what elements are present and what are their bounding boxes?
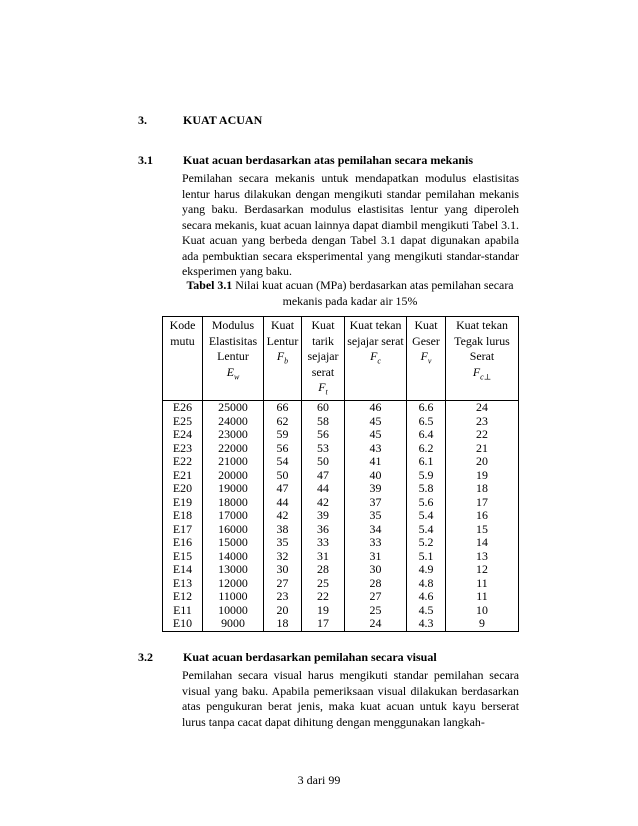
table-row bbox=[163, 604, 519, 618]
table-cell: 27 bbox=[345, 590, 407, 604]
table-cell: 10000 bbox=[203, 604, 264, 618]
table-cell: 5.1 bbox=[407, 550, 446, 564]
table-cell: 24 bbox=[446, 401, 519, 415]
table-cell: 27 bbox=[264, 577, 302, 591]
table-cell: 4.3 bbox=[407, 617, 446, 631]
table-row bbox=[163, 428, 519, 442]
table-cell: 21 bbox=[446, 442, 519, 456]
table-cell: 19 bbox=[302, 604, 345, 618]
table-cell: 53 bbox=[302, 442, 345, 456]
table-cell: 5.2 bbox=[407, 536, 446, 550]
table-row bbox=[163, 509, 519, 523]
column-symbol: $F_v$ bbox=[420, 349, 432, 366]
table-cell: 14 bbox=[446, 536, 519, 550]
table-cell: 43 bbox=[345, 442, 407, 456]
table-cell: 38 bbox=[264, 523, 302, 537]
column-header: Modulus Elastisitas Lentur $E_w$ bbox=[203, 317, 264, 401]
table-cell: 39 bbox=[302, 509, 345, 523]
table-row bbox=[163, 442, 519, 456]
table-cell: E20 bbox=[163, 482, 203, 496]
table-cell: 23000 bbox=[203, 428, 264, 442]
table-cell: 6.4 bbox=[407, 428, 446, 442]
table-cell: 33 bbox=[302, 536, 345, 550]
column-header: Kuat Geser $F_v$ bbox=[407, 317, 446, 401]
table-row bbox=[163, 401, 519, 415]
table-cell: E11 bbox=[163, 604, 203, 618]
column-header: Kuat tekan sejajar serat $F_c$ bbox=[345, 317, 407, 401]
table-row bbox=[163, 469, 519, 483]
table-cell: 5.9 bbox=[407, 469, 446, 483]
table-cell: 4.6 bbox=[407, 590, 446, 604]
table-row bbox=[163, 550, 519, 564]
table-cell: 42 bbox=[264, 509, 302, 523]
table-cell: 11 bbox=[446, 577, 519, 591]
table-body bbox=[163, 401, 519, 632]
section-3-2-title: Kuat acuan berdasarkan pemilahan secara visual bbox=[183, 650, 437, 664]
section-3-1-title: Kuat acuan berdasarkan atas pemilahan secara mekanis bbox=[183, 153, 474, 167]
table-cell: 31 bbox=[345, 550, 407, 564]
table-cell: 34 bbox=[345, 523, 407, 537]
table-cell: 5.8 bbox=[407, 482, 446, 496]
table-cell: 39 bbox=[345, 482, 407, 496]
table-cell: 45 bbox=[345, 428, 407, 442]
table-cell: 66 bbox=[264, 401, 302, 415]
table-cell: 58 bbox=[302, 415, 345, 429]
table-cell: E13 bbox=[163, 577, 203, 591]
table-cell: 32 bbox=[264, 550, 302, 564]
table-cell: 16000 bbox=[203, 523, 264, 537]
table-cell: 4.8 bbox=[407, 577, 446, 591]
table-row bbox=[163, 536, 519, 550]
table-cell: 5.4 bbox=[407, 523, 446, 537]
table-row bbox=[163, 523, 519, 537]
table-row bbox=[163, 496, 519, 510]
table-cell: 47 bbox=[302, 469, 345, 483]
table-cell: 4.9 bbox=[407, 563, 446, 577]
table-cell: 10 bbox=[446, 604, 519, 618]
table-cell: 18 bbox=[264, 617, 302, 631]
table-cell: 9 bbox=[446, 617, 519, 631]
table-cell: 19 bbox=[446, 469, 519, 483]
table-cell: 22 bbox=[302, 590, 345, 604]
table-cell: 25 bbox=[302, 577, 345, 591]
table-cell: 19000 bbox=[203, 482, 264, 496]
table-cell: 11000 bbox=[203, 590, 264, 604]
table-cell: 37 bbox=[345, 496, 407, 510]
table-row bbox=[163, 482, 519, 496]
table-cell: 23 bbox=[264, 590, 302, 604]
column-header: Kuat Lentur $F_b$ bbox=[264, 317, 302, 401]
table-cell: E17 bbox=[163, 523, 203, 537]
table-cell: 41 bbox=[345, 455, 407, 469]
table-row bbox=[163, 590, 519, 604]
table-cell: 45 bbox=[345, 415, 407, 429]
table-cell: E23 bbox=[163, 442, 203, 456]
table-cell: 60 bbox=[302, 401, 345, 415]
table-cell: 36 bbox=[302, 523, 345, 537]
table-cell: 15 bbox=[446, 523, 519, 537]
table-cell: E15 bbox=[163, 550, 203, 564]
table-cell: 13000 bbox=[203, 563, 264, 577]
table-cell: 11 bbox=[446, 590, 519, 604]
column-symbol: $F_c$ bbox=[370, 349, 381, 366]
table-cell: E19 bbox=[163, 496, 203, 510]
table-cell: E26 bbox=[163, 401, 203, 415]
section-3-number: 3. bbox=[138, 113, 147, 127]
table-cell: E24 bbox=[163, 428, 203, 442]
table-cell: 42 bbox=[302, 496, 345, 510]
table-cell: E14 bbox=[163, 563, 203, 577]
table-cell: 25000 bbox=[203, 401, 264, 415]
table-cell: 28 bbox=[302, 563, 345, 577]
table-cell: 25 bbox=[345, 604, 407, 618]
table-cell: 16 bbox=[446, 509, 519, 523]
table-cell: 54 bbox=[264, 455, 302, 469]
table-cell: 12 bbox=[446, 563, 519, 577]
table-cell: 44 bbox=[264, 496, 302, 510]
table-cell: E22 bbox=[163, 455, 203, 469]
table-cell: 12000 bbox=[203, 577, 264, 591]
table-header bbox=[163, 317, 519, 401]
column-header: Kuat tarik sejajar serat $F_t$ bbox=[302, 317, 345, 401]
table-cell: 6.6 bbox=[407, 401, 446, 415]
column-header: Kuat tekan Tegak lurus Serat $F_{c\perp}$ bbox=[446, 317, 519, 401]
table-cell: 17 bbox=[446, 496, 519, 510]
table-cell: 44 bbox=[302, 482, 345, 496]
strength-table bbox=[162, 316, 519, 632]
column-symbol: $F_{c\perp}$ bbox=[472, 364, 492, 382]
table-cell: 20 bbox=[264, 604, 302, 618]
table-row bbox=[163, 577, 519, 591]
table-cell: 24 bbox=[345, 617, 407, 631]
table-cell: 18 bbox=[446, 482, 519, 496]
table-row bbox=[163, 415, 519, 429]
table-row bbox=[163, 617, 519, 631]
table-cell: 56 bbox=[264, 442, 302, 456]
table-cell: 6.1 bbox=[407, 455, 446, 469]
table-cell: 31 bbox=[302, 550, 345, 564]
table-caption-text: Nilai kuat acuan (MPa) berdasarkan atas pemilahan secara mekanis pada kadar air 15% bbox=[235, 278, 514, 308]
table-cell: 46 bbox=[345, 401, 407, 415]
section-3-title: KUAT ACUAN bbox=[183, 113, 263, 127]
table-cell: E10 bbox=[163, 617, 203, 631]
column-symbol: $F_t$ bbox=[318, 380, 328, 397]
table-cell: 17 bbox=[302, 617, 345, 631]
table-cell: 59 bbox=[264, 428, 302, 442]
column-header: Kode mutu bbox=[163, 317, 203, 401]
table-cell: 56 bbox=[302, 428, 345, 442]
table-cell: 35 bbox=[345, 509, 407, 523]
section-3-2-number: 3.2 bbox=[138, 650, 153, 664]
table-cell: E12 bbox=[163, 590, 203, 604]
table-cell: 30 bbox=[345, 563, 407, 577]
table-cell: 13 bbox=[446, 550, 519, 564]
table-cell: 20000 bbox=[203, 469, 264, 483]
table-cell: E16 bbox=[163, 536, 203, 550]
table-cell: E25 bbox=[163, 415, 203, 429]
table-row bbox=[163, 563, 519, 577]
table-cell: 33 bbox=[345, 536, 407, 550]
table-row bbox=[163, 455, 519, 469]
table-cell: 5.6 bbox=[407, 496, 446, 510]
table-cell: E18 bbox=[163, 509, 203, 523]
section-3-1-paragraph: Pemilahan secara mekanis untuk mendapatkan modulus elastisitas lentur harus dilakukan dengan mengikuti standar pemilahan mekanis yang baku. Berdasarkan modulus elastisitas lentur yang diperoleh secara mekanis, kuat acuan lainnya dapat diambil mengikuti Tabel 3.1. Kuat acuan yang berbeda dengan Tabel 3.1 dapat digunakan apabila ada pembuktian secara eksperimental yang mengikuti standar-standar eksperimen yang baku. bbox=[182, 171, 519, 278]
table-cell: 28 bbox=[345, 577, 407, 591]
table-cell: 5.4 bbox=[407, 509, 446, 523]
table-cell: 47 bbox=[264, 482, 302, 496]
table-cell: 22000 bbox=[203, 442, 264, 456]
column-symbol: $E_w$ bbox=[226, 364, 240, 382]
table-cell: 50 bbox=[302, 455, 345, 469]
table-cell: 21000 bbox=[203, 455, 264, 469]
table-cell: 35 bbox=[264, 536, 302, 550]
page-number: 3 dari 99 bbox=[297, 773, 341, 787]
table-cell: 9000 bbox=[203, 617, 264, 631]
table-cell: E21 bbox=[163, 469, 203, 483]
section-3-1-number: 3.1 bbox=[138, 153, 153, 167]
table-cell: 62 bbox=[264, 415, 302, 429]
table-cell: 18000 bbox=[203, 496, 264, 510]
table-cell: 4.5 bbox=[407, 604, 446, 618]
table-cell: 24000 bbox=[203, 415, 264, 429]
table-cell: 22 bbox=[446, 428, 519, 442]
table-cell: 14000 bbox=[203, 550, 264, 564]
column-symbol: $F_b$ bbox=[276, 349, 289, 366]
table-cell: 20 bbox=[446, 455, 519, 469]
table-cell: 17000 bbox=[203, 509, 264, 523]
section-3-2-paragraph: Pemilahan secara visual harus mengikuti standar pemilahan secara visual yang baku. Apabila pemeriksaan visual dilakukan berdasarkan atas pengukuran berat jenis, maka kuat acuan untuk kayu berserat lurus tanpa cacat dapat dihitung dengan menggunakan langkah- bbox=[182, 668, 519, 729]
table-caption-label: Tabel 3.1 bbox=[186, 278, 233, 292]
table-cell: 40 bbox=[345, 469, 407, 483]
table-cell: 23 bbox=[446, 415, 519, 429]
table-cell: 6.5 bbox=[407, 415, 446, 429]
table-cell: 30 bbox=[264, 563, 302, 577]
table-cell: 50 bbox=[264, 469, 302, 483]
table-caption bbox=[180, 277, 520, 309]
table-cell: 15000 bbox=[203, 536, 264, 550]
table-cell: 6.2 bbox=[407, 442, 446, 456]
